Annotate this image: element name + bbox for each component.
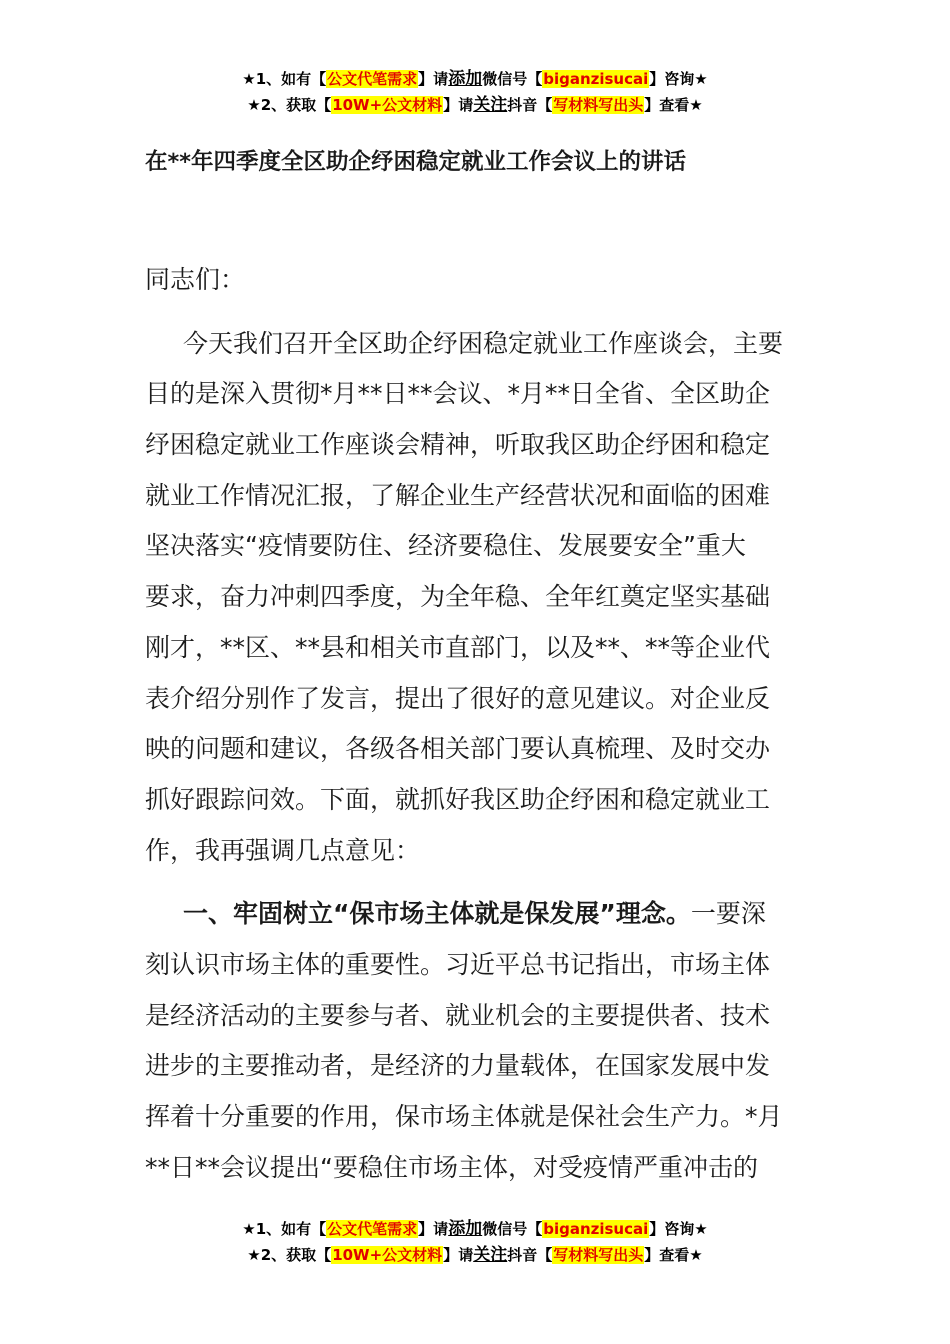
promo-line-1 <box>0 1216 950 1242</box>
paragraph-line: 映的问题和建议，各级各相关部门要认真梳理、及时交办 <box>145 734 771 764</box>
section-1 <box>145 894 810 1198</box>
promo-text: 抖音【 <box>507 96 553 114</box>
paragraph-line: 就业工作情况汇报，了解企业生产经营状况和面临的困难 <box>145 480 771 510</box>
promo-highlight: 10W+公文材料 <box>332 96 443 114</box>
promo-text: 】请 <box>418 1220 449 1238</box>
paragraph-line: 表介绍分别作了发言，提出了很好的意见建议。对企业反 <box>145 683 771 713</box>
promo-text: 】请 <box>443 1246 474 1264</box>
promo-line-1 <box>0 66 950 92</box>
promo-text: 】查看★ <box>644 1246 703 1264</box>
salutation: 同志们： <box>145 265 246 294</box>
paragraph-gap <box>145 881 810 894</box>
section-heading-line <box>145 894 810 945</box>
paragraph-line: 抓好跟踪问效。下面，就抓好我区助企纾困和稳定就业工 <box>145 784 771 814</box>
promo-text: 微信号【 <box>482 1220 543 1238</box>
paragraph-line: 进步的主要推动者，是经济的力量载体，在国家发展中发 <box>145 1051 771 1081</box>
promo-highlight: 公文代笔需求 <box>327 70 418 88</box>
paragraph-text: 一要深 <box>690 899 766 929</box>
promo-douyin-id: 写材料写出头 <box>553 96 644 114</box>
promo-line-2 <box>0 1242 950 1268</box>
promo-text: 】请 <box>418 70 449 88</box>
promo-text: 】咨询★ <box>649 1220 708 1238</box>
promo-text: ★2、获取【 <box>247 1246 332 1264</box>
paragraph-line: 刻认识市场主体的重要性。习近平总书记指出，市场主体 <box>145 949 771 979</box>
top-promo-banner <box>0 66 950 118</box>
promo-underline: 关注 <box>473 95 508 115</box>
paragraph-gap <box>145 311 810 324</box>
paragraph-line: 作，我再强调几点意见： <box>145 835 421 865</box>
promo-text: ★1、如有【 <box>242 70 327 88</box>
paragraph-line: 挥着十分重要的作用，保市场主体就是保社会生产力。*月 <box>145 1102 783 1131</box>
promo-text: ★2、获取【 <box>247 96 332 114</box>
paragraph-line: **日**会议提出“要稳住市场主体，对受疫情严重冲击的 <box>145 1152 758 1182</box>
paragraph-line: 今天我们召开全区助企纾困稳定就业工作座谈会，主要 <box>183 328 784 358</box>
paragraph-line: 是经济活动的主要参与者、就业机会的主要提供者、技术 <box>145 1000 771 1030</box>
promo-douyin-id: 写材料写出头 <box>553 1246 644 1264</box>
paragraph-line: 刚才，**区、**县和相关市直部门，以及**、**等企业代 <box>145 632 771 662</box>
promo-underline: 添加 <box>448 1219 483 1239</box>
promo-wechat-id: biganzisucai <box>543 70 649 88</box>
paragraph-line: 目的是深入贯彻*月**日**会议、*月**日全省、全区助企 <box>145 379 771 409</box>
promo-text: ★1、如有【 <box>242 1220 327 1238</box>
paragraph-line: 要求，奋力冲刺四季度，为全年稳、全年红奠定坚实基础 <box>145 582 771 612</box>
promo-highlight: 10W+公文材料 <box>332 1246 443 1264</box>
promo-text: 抖音【 <box>507 1246 553 1264</box>
document-body <box>145 260 810 1198</box>
paragraph-1 <box>145 324 810 882</box>
promo-text: 微信号【 <box>482 70 543 88</box>
document-title: 在**年四季度全区助企纾困稳定就业工作会议上的讲话 <box>145 149 687 175</box>
promo-wechat-id: biganzisucai <box>543 1220 649 1238</box>
promo-line-2 <box>0 92 950 118</box>
paragraph-line: 纾困稳定就业工作座谈会精神，听取我区助企纾困和稳定 <box>145 430 771 460</box>
promo-underline: 关注 <box>473 1245 508 1265</box>
paragraph-line: 坚决落实“疫情要防住、经济要稳住、发展要安全”重大 <box>145 531 746 561</box>
promo-highlight: 公文代笔需求 <box>327 1220 418 1238</box>
promo-text: 】请 <box>443 96 474 114</box>
promo-underline: 添加 <box>448 69 483 89</box>
section-heading: 一、牢固树立“保市场主体就是保发展”理念。 <box>183 899 691 929</box>
bottom-promo-banner <box>0 1216 950 1268</box>
promo-text: 】查看★ <box>644 96 703 114</box>
promo-text: 】咨询★ <box>649 70 708 88</box>
